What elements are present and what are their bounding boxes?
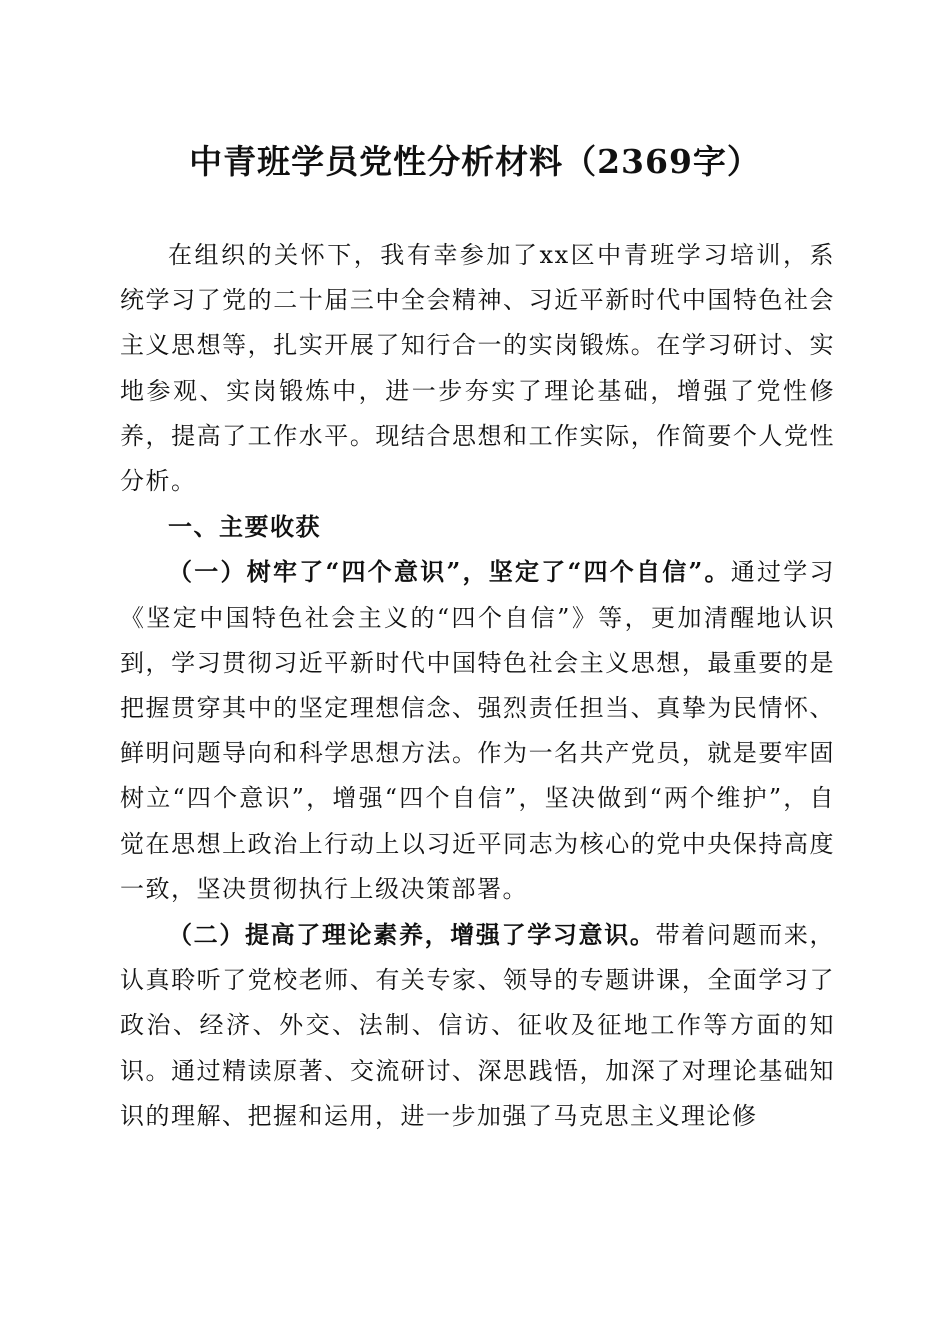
paragraph-item-2 (120, 912, 835, 1139)
item-2-text: 带着问题而来，认真聆听了党校老师、有关专家、领导的专题讲课，全面学习了政治、经济、外交、法制、信访、征收及征地工作等方面的知识。通过精读原著、交流研讨、深思践悟，加深了对理论基础知识的理解、把握和运用，进一步加强了马克思主义理论修 (120, 921, 836, 1130)
document-title: 中青班学员党性分析材料（2369字） (189, 142, 761, 181)
intro-paragraph: 在组织的关怀下，我有幸参加了xx区中青班学习培训，系统学习了党的二十届三中全会精神、习近平新时代中国特色社会主义思想等，扎实开展了知行合一的实岗锻炼。在学习研讨、实地参观、实岗锻炼中，进一步夯实了理论基础，增强了党性修养，提高了工作水平。现结合思想和工作实际，作简要个人党性分析。 (120, 241, 835, 496)
item-2-lead: （二）提高了理论素养，增强了学习意识。 (168, 920, 656, 950)
document-body (120, 233, 835, 1139)
paragraph-item-1 (120, 549, 835, 912)
item-1-lead: （一）树牢了“四个意识”，坚定了“四个自信”。 (168, 557, 731, 587)
item-1-text: 通过学习《坚定中国特色社会主义的“四个自信”》等，更加清醒地认识到，学习贯彻习近平新时代中国特色社会主义思想，最重要的是把握贯穿其中的坚定理想信念、强烈责任担当、真挚为民情怀、鲜明问题导向和科学思想方法。作为一名共产党员，就是要牢固树立“四个意识”，增强“四个自信”，坚决做到“两个维护”，自觉在思想上政治上行动上以习近平同志为核心的党中央保持高度一致，坚决贯彻执行上级决策部署。 (120, 558, 836, 903)
section-heading: 一、主要收获 (168, 512, 321, 542)
